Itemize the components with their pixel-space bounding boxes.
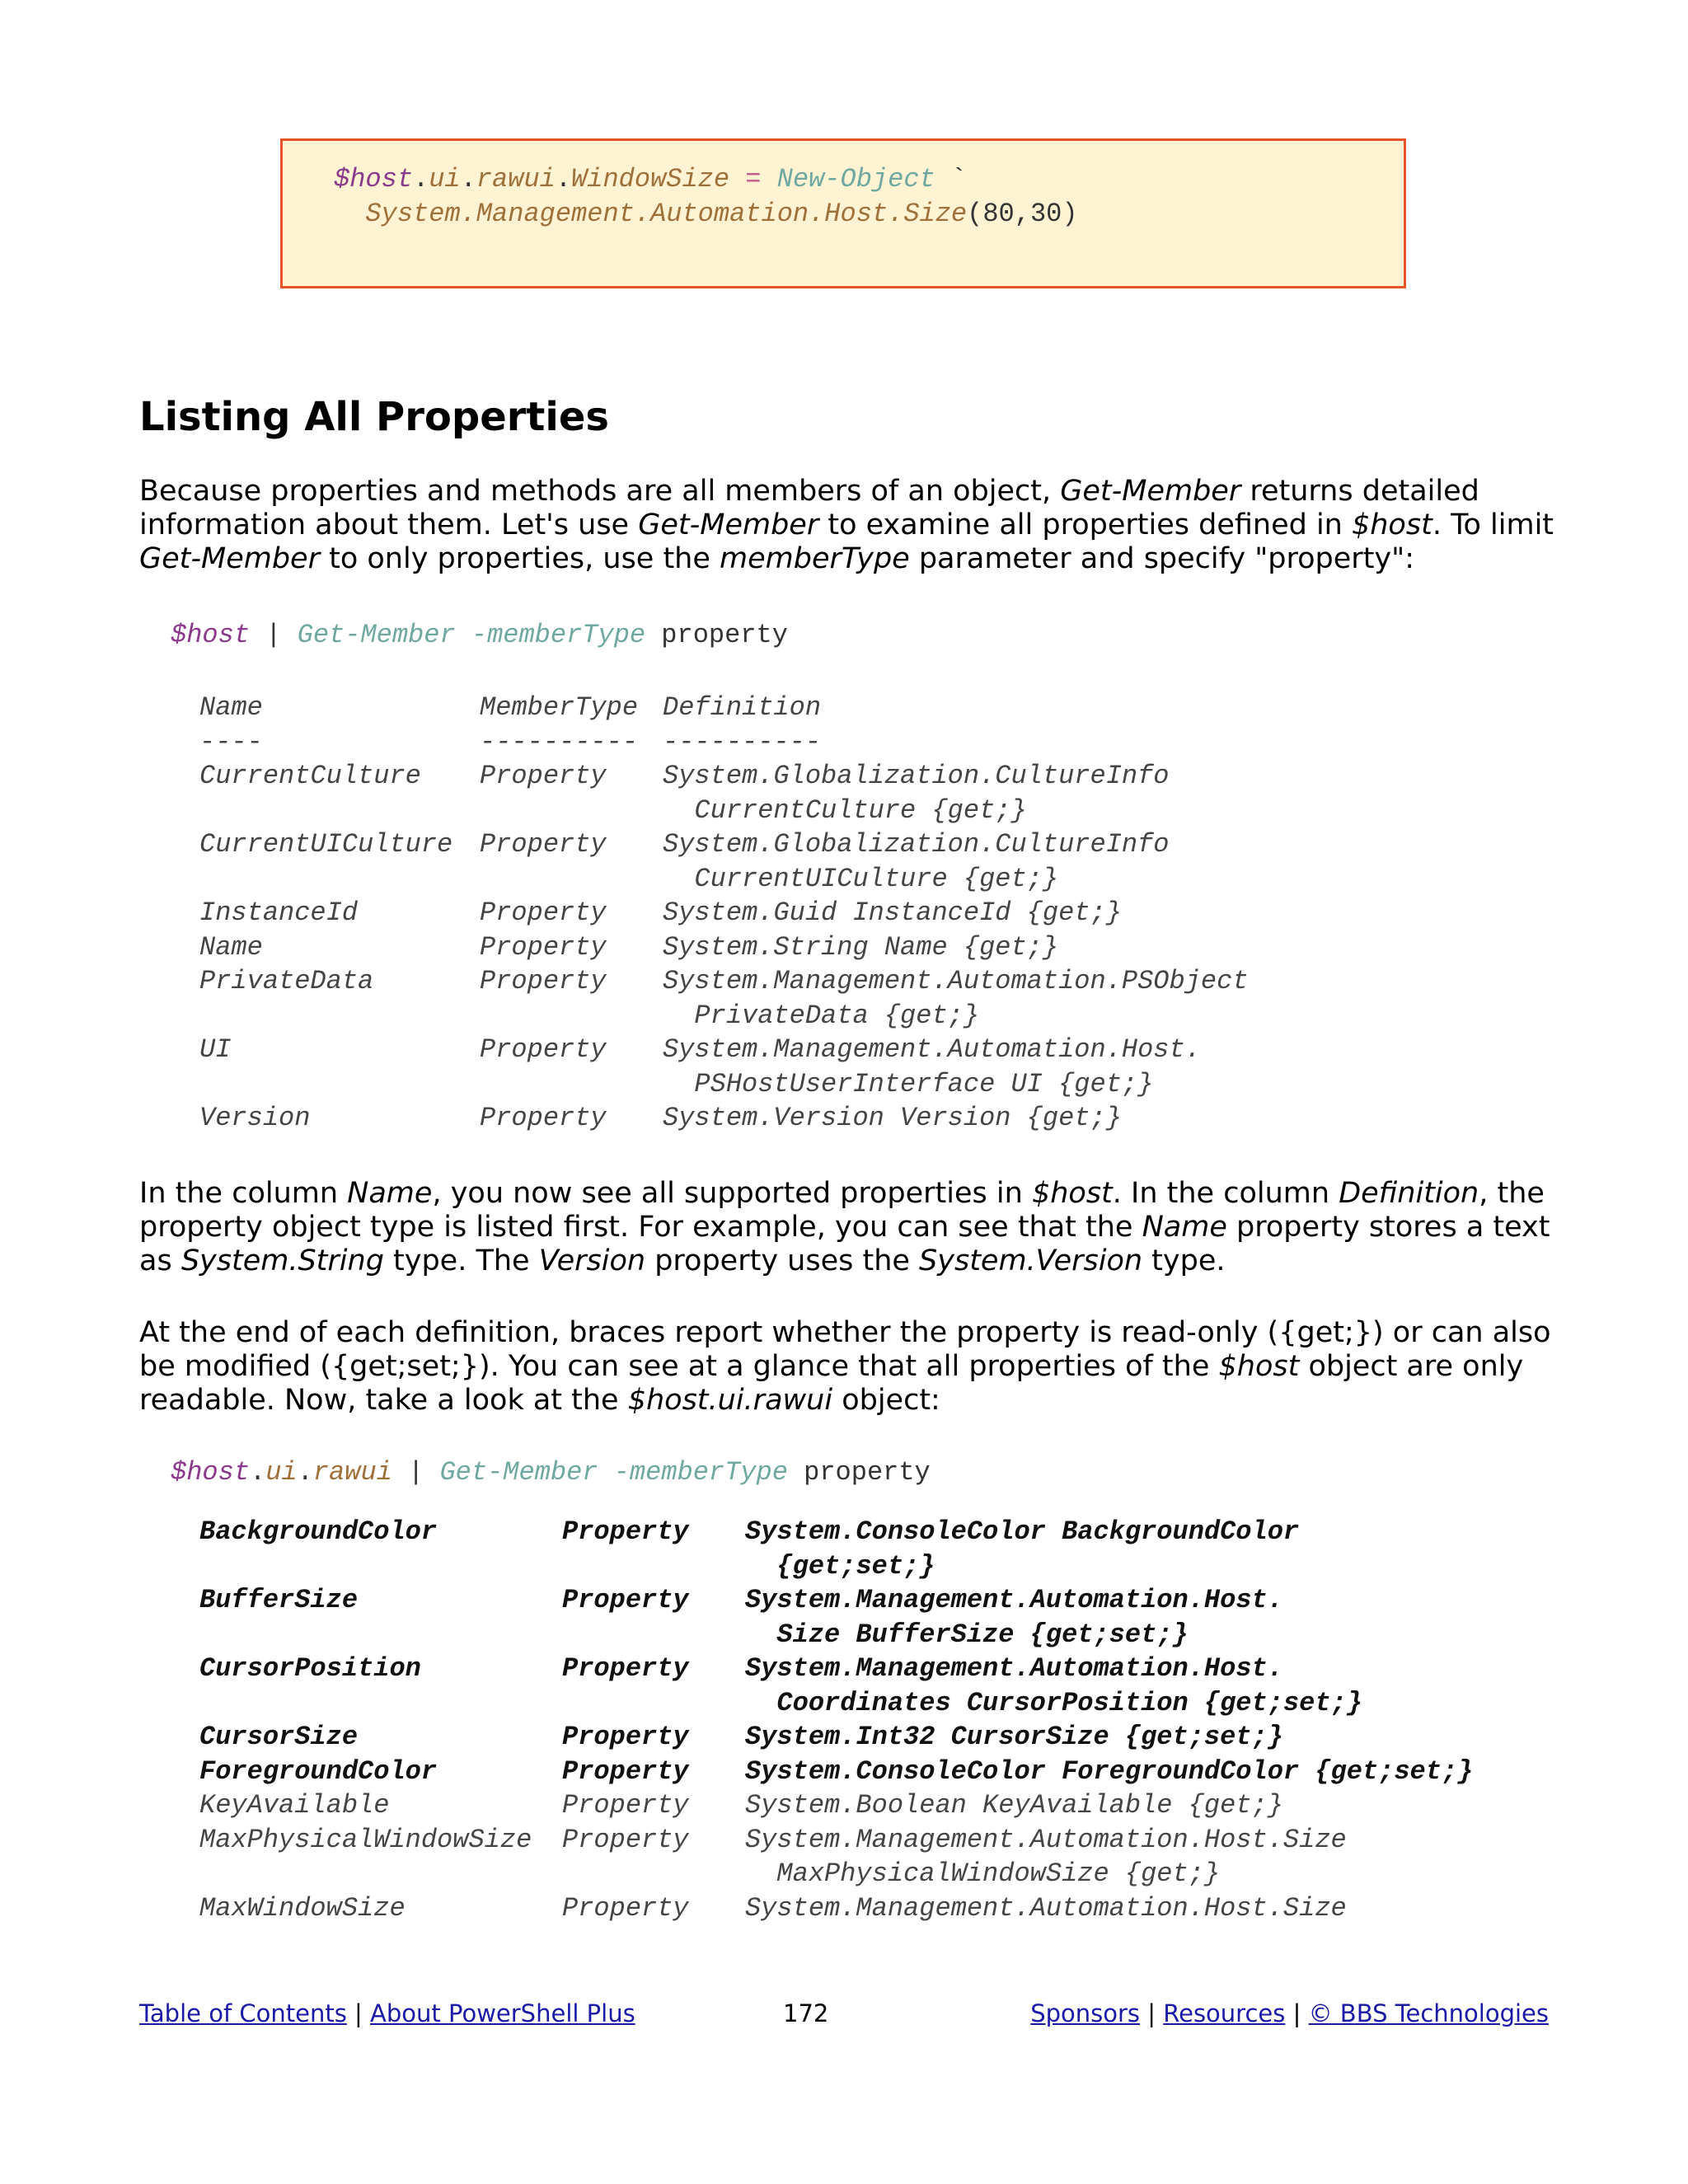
code-line-2: System.Management.Automation.Host.Size(80,30) <box>365 199 1078 229</box>
table-cell: System.Management.Automation.Host. <box>663 1034 1201 1065</box>
table-cell: Property <box>562 1516 689 1547</box>
table-cell <box>562 1549 745 1584</box>
table-cell: CurrentUICulture <box>199 829 453 860</box>
table-row <box>199 1652 1569 1686</box>
table-cell: System.Globalization.CultureInfo <box>663 829 1170 860</box>
table-cell: Property <box>480 898 607 928</box>
table-cell: Name <box>199 931 263 963</box>
paragraph-1: Because properties and methods are all members of an object, Get-Member returns detailed information about them. Let's use Get-Member to examine all properties defined in $host. To limit Get-Member to only properties, use the memberType parameter and specify "property": <box>139 475 1554 575</box>
table-row <box>199 1067 1404 1102</box>
table-cell: ---------- <box>663 726 822 757</box>
table-row <box>199 1101 1404 1136</box>
sponsors-link[interactable]: Sponsors <box>1030 1999 1141 2027</box>
table-cell: Property <box>562 1892 689 1924</box>
table-row <box>199 930 1404 965</box>
table-cell: Property <box>480 761 607 791</box>
page-number: 172 <box>783 1999 829 2027</box>
copyright-link[interactable]: © BBS Technologies <box>1308 1999 1549 2027</box>
table-cell: PrivateData {get;} <box>663 1000 980 1031</box>
table-cell: Property <box>562 1790 689 1821</box>
footer-right: Sponsors | Resources | © BBS Technologies <box>1030 1999 1549 2027</box>
command-line-2: $host.ui.rawui | Get-Member -memberType property <box>171 1457 931 1488</box>
table-cell <box>199 1857 562 1891</box>
table-cell: System.Guid InstanceId {get;} <box>663 898 1122 928</box>
table-cell: MaxPhysicalWindowSize {get;} <box>745 1858 1221 1889</box>
table-cell: PrivateData <box>199 966 374 996</box>
table-cell: BufferSize <box>199 1585 359 1615</box>
output-table-2 <box>199 1515 1569 1925</box>
table-row <box>199 862 1404 897</box>
table-cell: CurrentUICulture {get;} <box>663 863 1059 894</box>
paragraph-2: In the column Name, you now see all supported properties in $host. In the column Definition, the property object type is listed first. For example, you can see that the Name property stores a text as System.String type. The Version property uses the System.Version type. <box>139 1177 1550 1277</box>
table-cell <box>199 1618 562 1652</box>
table-cell: UI <box>199 1034 232 1065</box>
table-cell: Property <box>480 966 607 996</box>
table-cell <box>199 1067 480 1102</box>
table-row <box>199 1857 1569 1891</box>
table-cell: PSHostUserInterface UI {get;} <box>663 1068 1154 1099</box>
table-row <box>199 964 1404 999</box>
table-cell <box>562 1857 745 1891</box>
table-row <box>199 1891 1569 1926</box>
table-cell: CursorSize <box>199 1722 359 1752</box>
resources-link[interactable]: Resources <box>1163 1999 1286 2027</box>
footer-left: Table of Contents | About PowerShell Plus <box>139 1999 635 2027</box>
table-cell <box>199 999 480 1033</box>
table-row <box>199 827 1404 862</box>
table-cell: CurrentCulture <box>199 761 421 791</box>
table-cell: Coordinates CursorPosition {get;set;} <box>745 1687 1362 1718</box>
table-cell: Property <box>480 1034 607 1065</box>
output-table-1 <box>199 691 1404 1136</box>
table-cell: System.ConsoleColor ForegroundColor {get;set;} <box>745 1755 1474 1787</box>
table-row <box>199 1549 1569 1584</box>
table-header-row <box>199 691 1404 725</box>
table-row <box>199 1720 1569 1755</box>
table-cell: Property <box>562 1722 689 1752</box>
table-cell: ForegroundColor <box>199 1755 438 1787</box>
table-cell <box>199 794 480 828</box>
table-cell: System.Boolean KeyAvailable {get;} <box>745 1790 1283 1821</box>
table-cell: Version <box>199 1103 311 1133</box>
table-cell: Property <box>562 1653 689 1684</box>
table-cell: Definition <box>663 692 822 723</box>
table-cell: ---- <box>199 726 263 757</box>
table-cell <box>199 862 480 897</box>
code-box <box>280 138 1406 288</box>
table-cell <box>562 1686 745 1721</box>
table-cell: System.Management.Automation.Host.Size <box>745 1892 1347 1924</box>
table-row <box>199 794 1404 828</box>
table-row <box>199 1583 1569 1618</box>
table-row <box>199 759 1404 794</box>
table-cell: System.Management.Automation.Host.Size <box>745 1824 1347 1855</box>
table-row <box>199 1515 1569 1549</box>
table-cell: System.String Name {get;} <box>663 931 1059 963</box>
table-cell: Property <box>562 1824 689 1855</box>
table-cell: Property <box>480 1103 607 1133</box>
table-cell: System.ConsoleColor BackgroundColor <box>745 1516 1300 1547</box>
page-footer <box>139 1999 1549 2027</box>
table-row <box>199 1686 1569 1721</box>
table-row <box>199 1788 1569 1823</box>
table-cell <box>480 862 663 897</box>
table-cell: Name <box>199 692 263 723</box>
table-row <box>199 1618 1569 1652</box>
table-cell: BackgroundColor <box>199 1516 438 1547</box>
table-cell <box>480 999 663 1033</box>
table-cell: MaxPhysicalWindowSize <box>199 1824 532 1855</box>
table-cell: System.Management.Automation.PSObject <box>663 966 1249 996</box>
table-cell: System.Management.Automation.Host. <box>745 1585 1283 1615</box>
table-cell: ---------- <box>480 726 639 757</box>
table-cell: Size BufferSize {get;set;} <box>745 1619 1189 1650</box>
section-heading: Listing All Properties <box>139 394 609 440</box>
table-cell: System.Globalization.CultureInfo <box>663 761 1170 791</box>
table-cell: InstanceId <box>199 898 359 928</box>
table-divider-row <box>199 725 1404 760</box>
table-cell: System.Int32 CursorSize {get;set;} <box>745 1722 1283 1752</box>
table-cell <box>480 794 663 828</box>
table-cell: Property <box>562 1585 689 1615</box>
table-row <box>199 1823 1569 1858</box>
table-cell: MaxWindowSize <box>199 1892 406 1924</box>
table-cell <box>562 1618 745 1652</box>
table-cell <box>199 1686 562 1721</box>
table-cell: {get;set;} <box>745 1550 935 1582</box>
toc-link[interactable]: Table of Contents <box>139 1999 347 2027</box>
command-line-1: $host | Get-Member -memberType property <box>171 620 788 650</box>
table-row <box>199 1033 1404 1067</box>
table-cell <box>480 1067 663 1102</box>
table-cell: MemberType <box>480 692 639 723</box>
table-cell: System.Management.Automation.Host. <box>745 1653 1283 1684</box>
table-cell: Property <box>480 829 607 860</box>
table-cell: System.Version Version {get;} <box>663 1103 1122 1133</box>
table-cell: CurrentCulture {get;} <box>663 794 1027 826</box>
table-cell: KeyAvailable <box>199 1790 390 1821</box>
table-row <box>199 1755 1569 1789</box>
paragraph-3: At the end of each definition, braces report whether the property is read-only ({get;}) or can also be modified ({get;set;}). You can see at a glance that all properties of the $host object are only readable. Now, take a look at the $host.ui.rawui object: <box>139 1316 1551 1417</box>
table-row <box>199 896 1404 930</box>
table-cell: CursorPosition <box>199 1653 421 1684</box>
table-cell: Property <box>562 1755 689 1787</box>
table-cell: Property <box>480 931 607 963</box>
table-cell <box>199 1549 562 1584</box>
table-row <box>199 999 1404 1033</box>
code-line-1: $host.ui.rawui.WindowSize = New-Object ` <box>334 164 968 194</box>
about-link[interactable]: About PowerShell Plus <box>370 1999 635 2027</box>
